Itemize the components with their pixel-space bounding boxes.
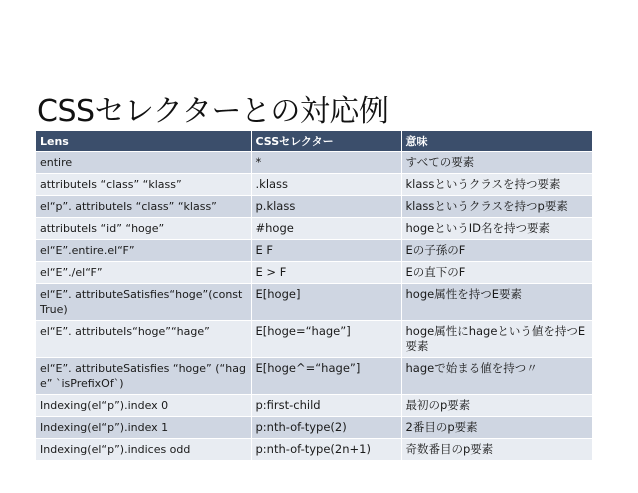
selector-cell: .klass <box>251 174 401 196</box>
meaning-cell: klassというクラスを持つ要素 <box>401 174 592 196</box>
table-header-row <box>36 131 592 152</box>
lens-cell: attributeIs “id” “hoge” <box>36 218 251 240</box>
lens-cell: el“E”./el“F” <box>36 262 251 284</box>
header-meaning: 意味 <box>401 131 592 152</box>
lens-cell: el“E”. attributeIs“hoge”“hage” <box>36 321 251 358</box>
table-row <box>36 439 592 461</box>
table-row <box>36 174 592 196</box>
table-row <box>36 284 592 321</box>
selector-cell: #hoge <box>251 218 401 240</box>
selector-cell: E F <box>251 240 401 262</box>
table-row <box>36 417 592 439</box>
meaning-cell: klassというクラスを持つp要素 <box>401 196 592 218</box>
meaning-cell: hageで始まる値を持つ〃 <box>401 358 592 395</box>
lens-cell: entire <box>36 152 251 174</box>
meaning-cell: 2番目のp要素 <box>401 417 592 439</box>
meaning-cell: 最初のp要素 <box>401 395 592 417</box>
meaning-cell: 奇数番目のp要素 <box>401 439 592 461</box>
meaning-cell: hoge属性を持つE要素 <box>401 284 592 321</box>
table-row <box>36 240 592 262</box>
table-row <box>36 321 592 358</box>
header-lens: Lens <box>36 131 251 152</box>
table-row <box>36 358 592 395</box>
meaning-cell: Eの子孫のF <box>401 240 592 262</box>
lens-cell: el“p”. attributeIs “class” “klass” <box>36 196 251 218</box>
lens-cell: el“E”. attributeSatisfies“hoge”(const True) <box>36 284 251 321</box>
meaning-cell: すべての要素 <box>401 152 592 174</box>
selector-table-container <box>36 131 592 460</box>
table-row <box>36 196 592 218</box>
table-row <box>36 152 592 174</box>
selector-cell: E[hoge=“hage”] <box>251 321 401 358</box>
table-row <box>36 218 592 240</box>
lens-cell: Indexing(el“p”).index 1 <box>36 417 251 439</box>
lens-cell: Indexing(el“p”).index 0 <box>36 395 251 417</box>
selector-cell: p:first-child <box>251 395 401 417</box>
lens-cell: el“E”.entire.el“F” <box>36 240 251 262</box>
table-row <box>36 262 592 284</box>
lens-cell: Indexing(el“p”).indices odd <box>36 439 251 461</box>
meaning-cell: Eの直下のF <box>401 262 592 284</box>
meaning-cell: hoge属性にhageという値を持つE要素 <box>401 321 592 358</box>
table-row <box>36 395 592 417</box>
lens-cell: attributeIs “class” “klass” <box>36 174 251 196</box>
selector-cell: p:nth-of-type(2) <box>251 417 401 439</box>
lens-cell: el“E”. attributeSatisfies “hoge” (“hage” `isPrefixOf`) <box>36 358 251 395</box>
selector-cell: p:nth-of-type(2n+1) <box>251 439 401 461</box>
selector-cell: E[hoge^=“hage”] <box>251 358 401 395</box>
meaning-cell: hogeというID名を持つ要素 <box>401 218 592 240</box>
selector-table <box>36 131 592 460</box>
slide-title: CSSセレクターとの対応例 <box>37 94 389 129</box>
selector-cell: p.klass <box>251 196 401 218</box>
header-css-selector: CSSセレクター <box>251 131 401 152</box>
selector-cell: E[hoge] <box>251 284 401 321</box>
selector-cell: E > F <box>251 262 401 284</box>
selector-cell: * <box>251 152 401 174</box>
